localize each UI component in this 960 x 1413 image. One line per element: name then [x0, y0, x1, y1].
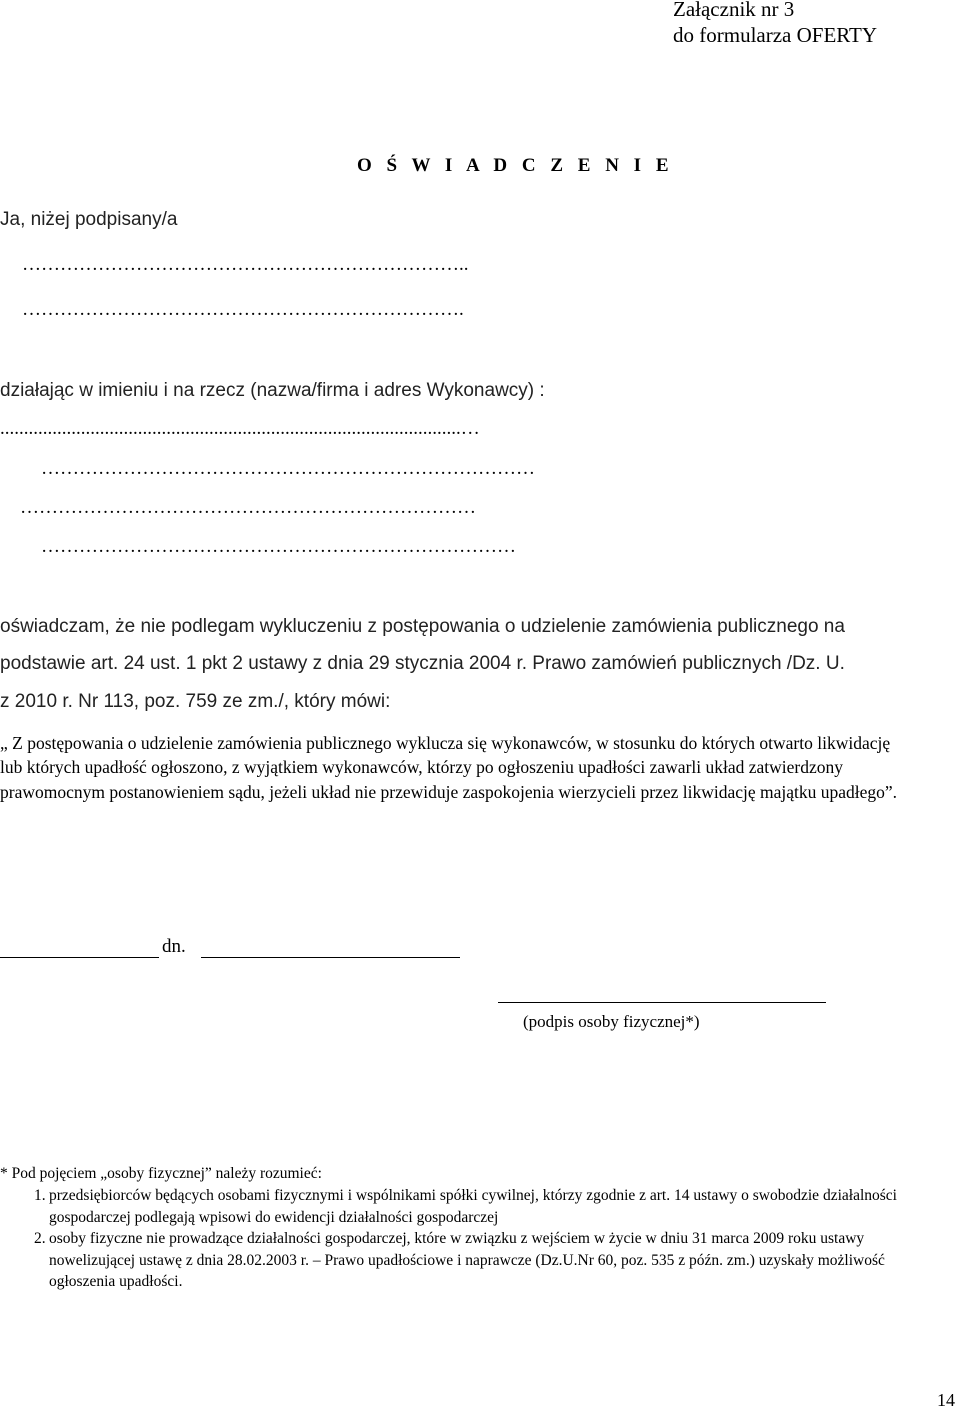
footnote-item-number: 1.: [34, 1187, 46, 1204]
signature-fill-line[interactable]: [498, 1002, 826, 1003]
footnote-item-text: przedsiębiorców będących osobami fizycznymi i wspólnikami spółki cywilnej, którzy zgodnie z art. 14 ustawy o swobodzie działalności gospodarczej podlegają wpisowi do ewidencji działalności gospodarczej: [49, 1187, 897, 1226]
page-number: 14: [937, 1390, 955, 1410]
contractor-fill-line-1[interactable]: .................................................................................................…: [0, 418, 480, 439]
footnote-item-number: 2.: [34, 1230, 46, 1247]
intro-text: Ja, niżej podpisany/a: [0, 209, 178, 230]
date-fill-line[interactable]: [201, 957, 460, 958]
contractor-fill-line-4[interactable]: …………………………………………………………………: [41, 536, 516, 557]
footnote-item-2: [34, 1228, 914, 1293]
contractor-fill-line-2[interactable]: ……………………………………………………………………: [41, 458, 535, 479]
date-label: dn.: [162, 936, 186, 957]
attachment-number: Załącznik nr 3: [673, 0, 795, 21]
signature-caption: (podpis osoby fizycznej*): [523, 1012, 700, 1031]
footnote-item-text: osoby fizyczne nie prowadzące działalności gospodarczej, które w związku z wejściem w życie w dniu 31 marca 2009 roku ustawy nowelizującej ustawę z dnia 28.02.2003 r. – Prawo upadłościowe i naprawcze (Dz.U.Nr 60, poz. 535 z późn. zm.) uzyskały możliwość ogłoszenia upadłości.: [49, 1230, 885, 1291]
attachment-form-name: do formularza OFERTY: [673, 23, 878, 47]
declaration-line-1: oświadczam, że nie podlegam wykluczeniu z postępowania o udzielenie zamówienia publicznego na: [0, 616, 845, 637]
name-fill-line-2[interactable]: …………………………………………………………….: [22, 299, 464, 320]
place-fill-line[interactable]: [0, 957, 159, 958]
quoted-law-text: „ Z postępowania o udzielenie zamówienia publicznego wyklucza się wykonawców, w stosunku do których otwarto likwidację lub których upadłość ogłoszono, z wyjątkiem wykonawców, którzy po ogłoszeniu upadłości zawarli układ zatwierdzony prawomocnym postanowieniem sądu, jeżeli układ nie przewiduje zaspokojenia wierzycieli przez likwidację majątku upadłego”.: [0, 733, 898, 802]
name-fill-line-1[interactable]: ……………………………………………………………..: [22, 254, 469, 275]
contractor-fill-line-3[interactable]: ………………………………………………………………: [20, 497, 476, 518]
declaration-line-3: z 2010 r. Nr 113, poz. 759 ze zm./, który mówi:: [0, 691, 391, 712]
footnote-heading: * Pod pojęciem „osoby fizycznej” należy rozumieć:: [0, 1165, 322, 1182]
acting-on-behalf-text: działając w imieniu i na rzecz (nazwa/firma i adres Wykonawcy) :: [0, 380, 545, 401]
declaration-line-2: podstawie art. 24 ust. 1 pkt 2 ustawy z dnia 29 stycznia 2004 r. Prawo zamówień publicznych /Dz. U.: [0, 653, 845, 674]
document-title: O Ś W I A D C Z E N I E: [357, 155, 674, 176]
footnote-item-1: [34, 1185, 914, 1228]
